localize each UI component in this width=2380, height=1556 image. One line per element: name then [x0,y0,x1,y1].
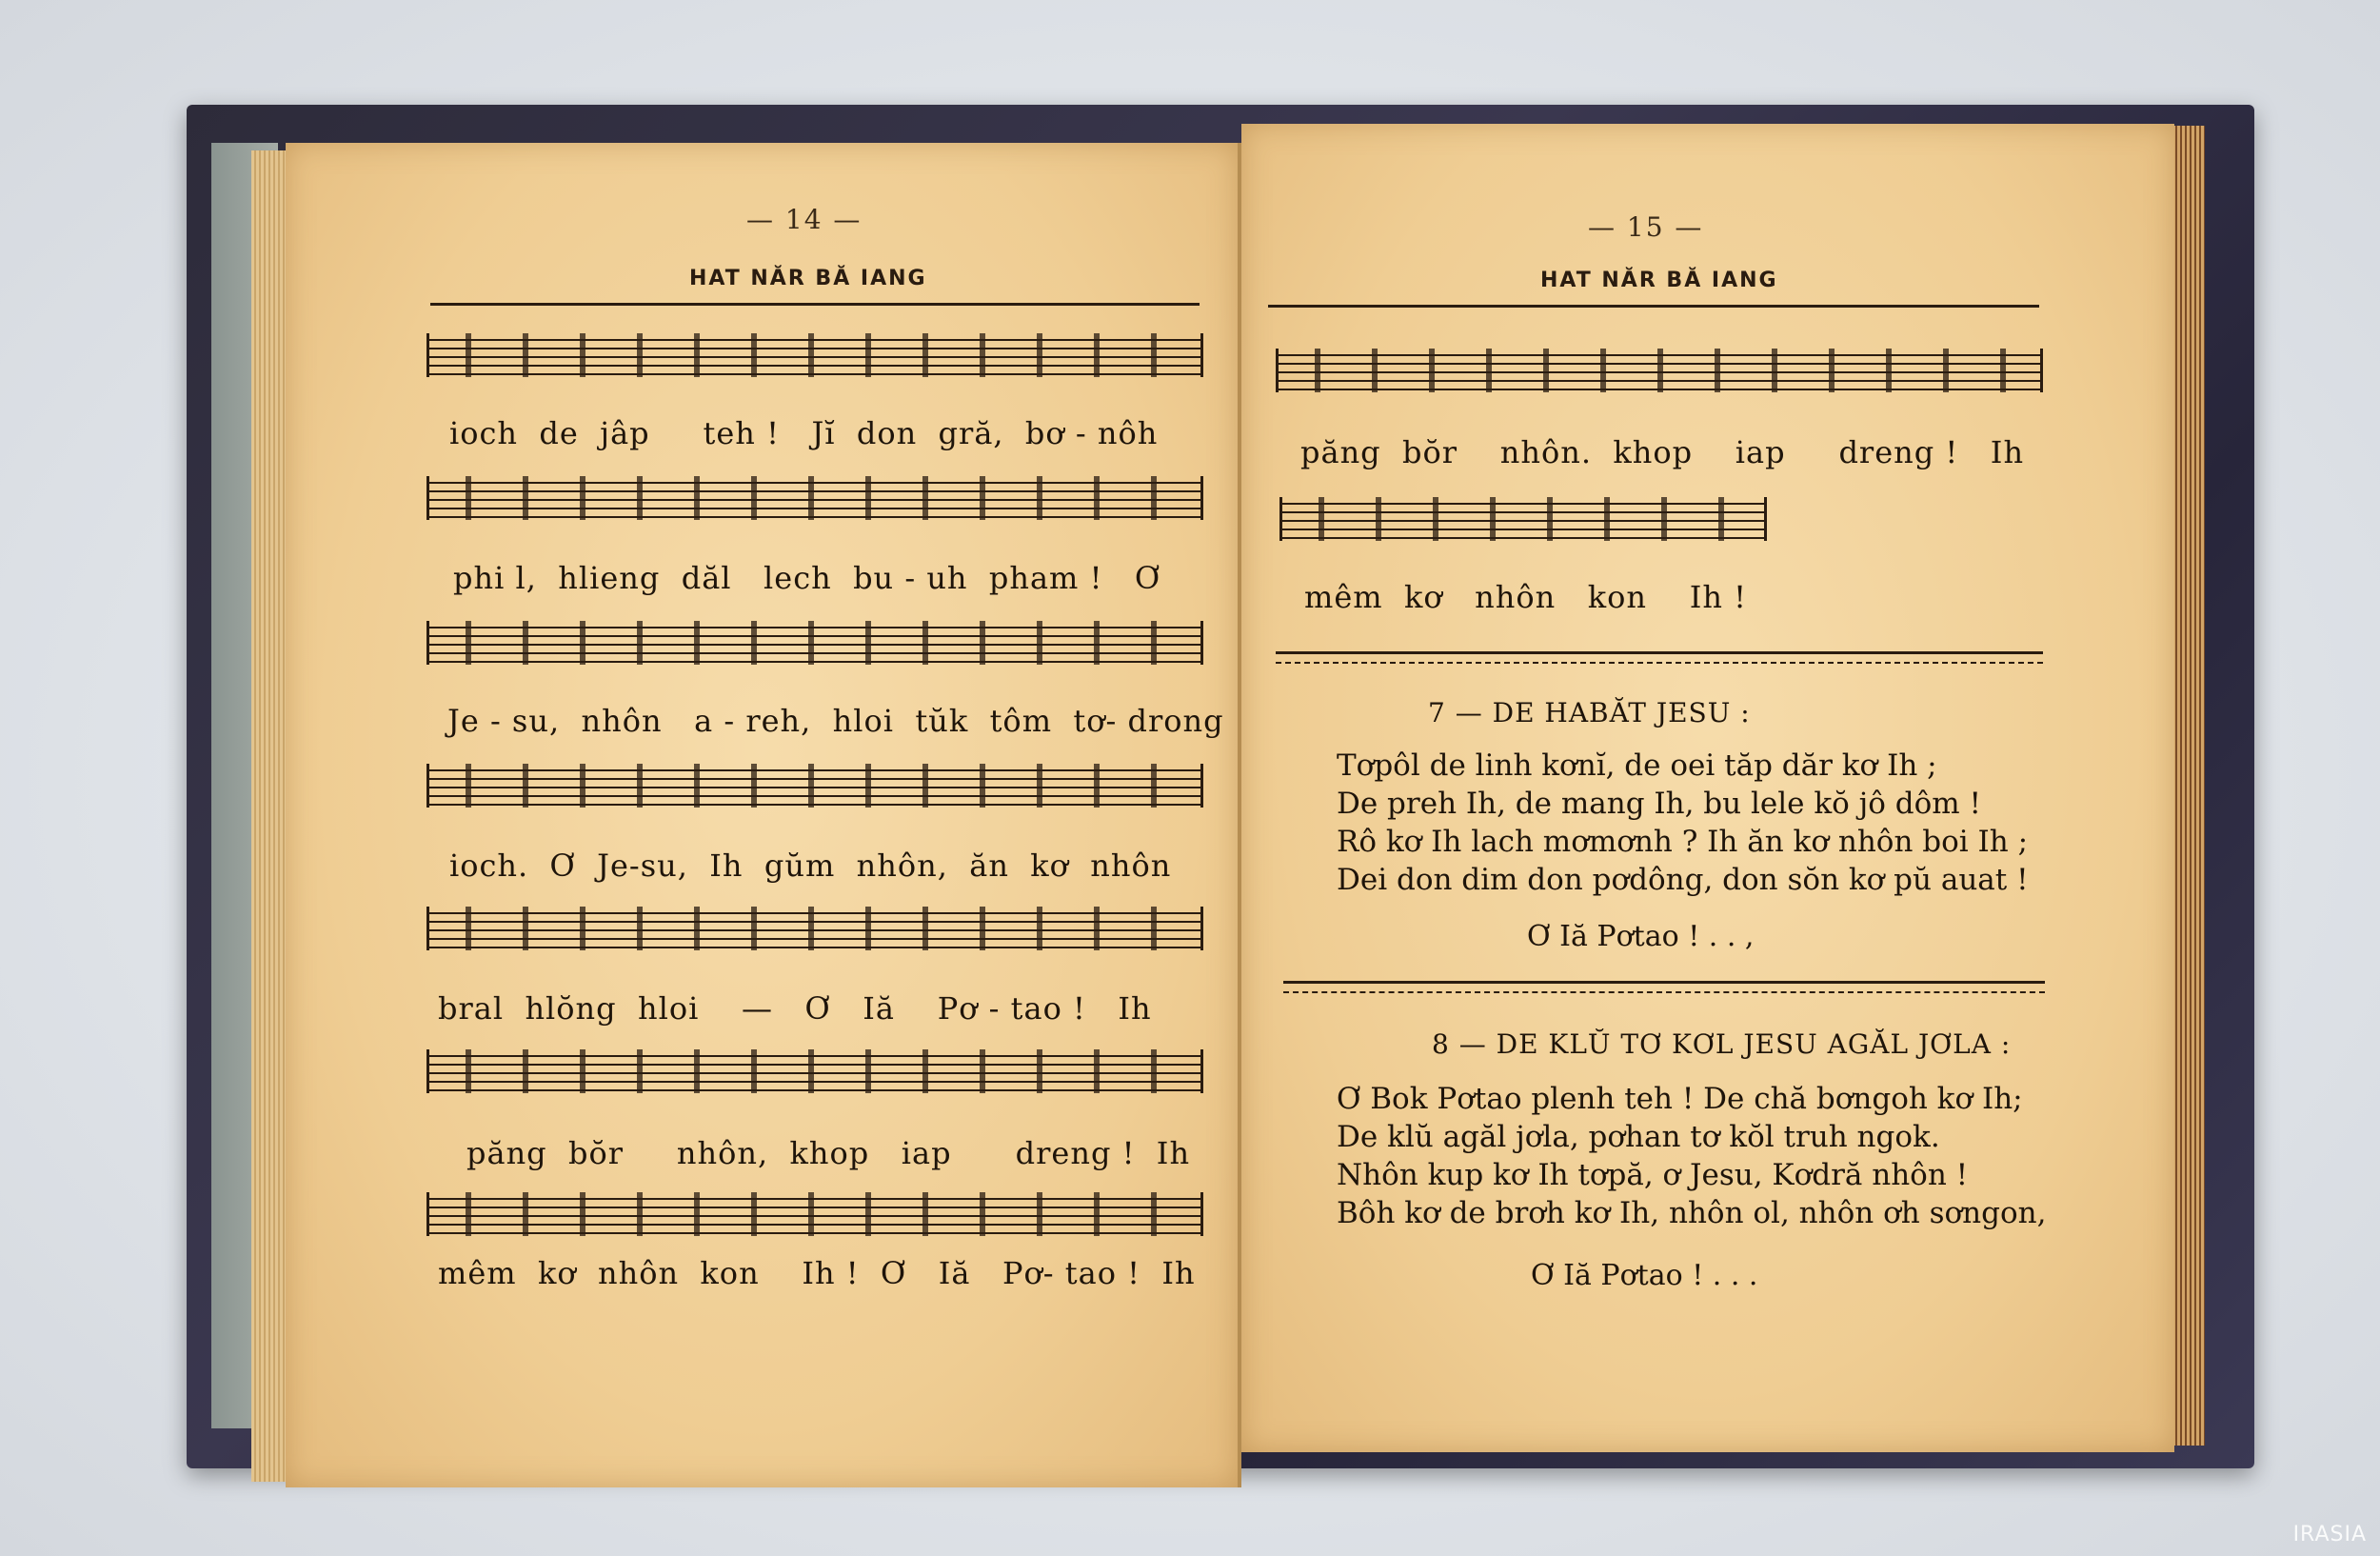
verse-line: Nhôn kup kơ Ih tơpă, ơ Jesu, Kơdră nhôn ! [1337,1158,1969,1192]
section-heading: 8 — DE KLŬ TƠ KƠL JESU AGĂL JƠLA : [1432,1028,2012,1060]
running-head: HAT NĂR BĂ IANG [1540,269,1778,292]
refrain: Ơ Iă Pơtao ! . . . [1531,1259,1758,1292]
music-staff [1276,349,2043,392]
verse-line: Rô kơ Ih lach mơmơnh ? Ih ăn kơ nhôn boi Ih ; [1337,825,2029,859]
page-edges-right [2172,126,2205,1446]
lyric-line: păng bŏr nhôn, khop iap dreng ! Ih [466,1135,1191,1171]
running-head: HAT NĂR BĂ IANG [689,267,927,290]
verse-line: Dei don dim don pơdông, don sŏn kơ pŭ auat ! [1337,863,2029,897]
section-divider [1276,651,2043,664]
music-staff [426,476,1203,520]
lyric-line: phi l, hlieng dăl lech bu - uh pham ! Ơ [453,560,1161,596]
verse-line: De preh Ih, de mang Ih, bu lele kŏ jô dôm ! [1337,787,1981,821]
section-heading: 7 — DE HABĂT JESU : [1428,697,1751,728]
refrain: Ơ Iă Pơtao ! . . , [1527,920,1755,953]
lyric-line: păng bŏr nhôn. khop iap dreng ! Ih [1300,434,2025,470]
lyric-line: mêm kơ nhôn kon Ih ! Ơ Iă Pơ- tao ! Ih [438,1255,1196,1291]
verse-line: De klŭ agăl jơla, pơhan tơ kŏl truh ngok. [1337,1120,1940,1154]
verse-line: Ơ Bok Pơtao plenh teh ! De chă bơngoh kơ Ih; [1337,1082,2023,1116]
music-staff [426,621,1203,665]
lyric-line: ioch. Ơ Je-su, Ih gŭm nhôn, ăn kơ nhôn [449,848,1172,884]
lyric-line: bral hlŏng hloi — Ơ Iă Pơ - tao ! Ih [438,990,1152,1027]
section-divider [1283,981,2045,993]
lyric-line: Je - su, nhôn a - reh, hloi tŭk tôm tơ- drong [447,703,1224,739]
header-rule [430,303,1200,306]
music-staff [426,764,1203,808]
music-staff [426,1192,1203,1236]
right-page [1241,124,2174,1452]
watermark: IRASIA [2292,1523,2367,1546]
music-staff [426,907,1203,950]
music-staff [426,1049,1203,1093]
left-page [286,143,1241,1487]
header-rule [1268,305,2039,308]
lyric-line: mêm kơ nhôn kon Ih ! [1304,579,1747,615]
verse-line: Bôh kơ de brơh kơ Ih, nhôn ol, nhôn ơh sơngon, [1337,1196,2047,1230]
page-number: — 15 — [1588,211,1704,243]
page-edges-left [251,150,289,1482]
verse-line: Tơpôl de linh kơnĭ, de oei tăp dăr kơ Ih ; [1337,748,1937,783]
music-staff [1279,497,1767,541]
music-staff [426,333,1203,377]
page-number: — 14 — [746,204,863,235]
lyric-line: ioch de jâp teh ! Jĭ don gră, bơ - nôh [449,415,1159,451]
